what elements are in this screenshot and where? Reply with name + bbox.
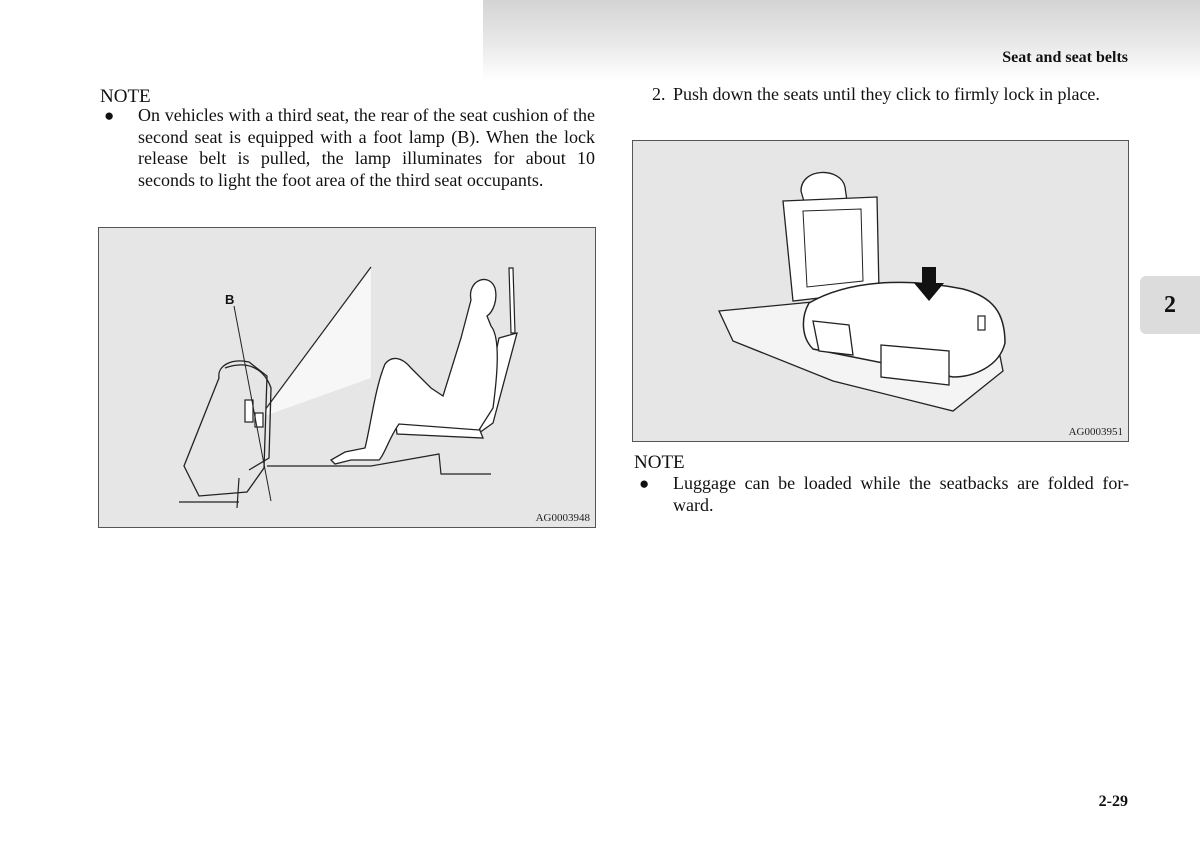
figure-seat-lock [632,140,1129,442]
section-title: Seat and seat belts [1002,49,1128,66]
page-number: 2-29 [1098,793,1128,810]
step-number: 2. [652,84,666,104]
step-2 [652,84,1129,106]
note-bullet-left-text: On vehicles with a third seat, the rear of the seat cushion of the second seat is equipped with a foot lamp (B). When the lock release belt is pulled, the lamp illuminates for about 10 seconds to light the foot area of the third seat occupants. [138,105,595,190]
callout-b: B [225,292,235,307]
note-bullet-right-text: Luggage can be loaded while the seatbacks are folded for-ward. [673,473,1129,515]
figure-code-left: AG0003948 [535,512,590,524]
seat-lock-illustration [633,141,1130,443]
note-heading-left: NOTE [100,86,151,107]
figure-code-right: AG0003951 [1068,426,1123,438]
foot-lamp-illustration [99,228,597,529]
chapter-tab-label: 2 [1164,291,1176,318]
bullet-icon: ● [104,106,115,125]
note-bullet-right [639,473,1129,516]
note-bullet-left [104,105,595,191]
chapter-tab [1140,276,1200,334]
note-heading-right: NOTE [634,452,685,473]
bullet-icon: ● [639,474,650,493]
header-band [483,0,1200,80]
figure-foot-lamp [98,227,596,528]
step-text: Push down the seats until they click to firmly lock in place. [673,84,1100,104]
